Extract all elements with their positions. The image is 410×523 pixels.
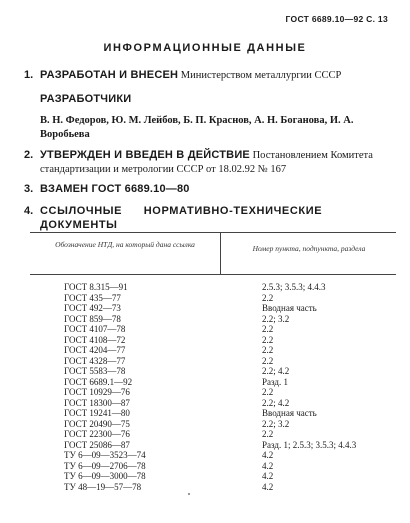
section-heading: ССЫЛОЧНЫЕ НОРМАТИВНО-ТЕХНИЧЕСКИЕ ДОКУМЕНТЫ xyxy=(40,205,323,231)
document-cell: ТУ 48—19—57—78 xyxy=(64,481,142,492)
table-header-rule xyxy=(30,274,396,275)
table-row xyxy=(30,282,396,293)
table-row xyxy=(30,293,396,304)
paragraph-cell: 2.2; 3.2 xyxy=(262,313,290,324)
page-speck xyxy=(188,493,190,495)
document-cell: ГОСТ 4328—77 xyxy=(64,355,126,366)
section-text: Постановлением Комитета стандартизации и метрологии СССР от 18.02.92 № 167 xyxy=(40,150,373,175)
paragraph-cell: Разд. 1; 2.5.3; 3.5.3; 4.4.3 xyxy=(262,439,357,450)
section-number: 3. xyxy=(24,183,34,195)
document-cell: ГОСТ 859—78 xyxy=(64,313,121,324)
paragraph-cell: 2.2 xyxy=(262,292,274,303)
document-cell: ТУ 6—09—3000—78 xyxy=(64,471,146,481)
paragraph-cell: 2.2 xyxy=(262,429,274,439)
paragraph-cell: 4.2 xyxy=(262,481,274,492)
section-2 xyxy=(24,148,396,177)
document-cell: ГОСТ 22300—76 xyxy=(64,429,130,439)
paragraph-cell: 4.2 xyxy=(262,450,274,460)
table-row xyxy=(30,461,396,472)
document-cell: ТУ 6—09—3523—74 xyxy=(64,450,146,460)
paragraph-cell: 4.2 xyxy=(262,471,274,481)
table-row xyxy=(30,366,396,377)
paragraph-cell: 2.2; 3.2 xyxy=(262,418,290,429)
table-row xyxy=(30,471,396,482)
section-heading: РАЗРАБОТАН И ВНЕСЕН xyxy=(40,69,179,81)
paragraph-cell: Разд. 1 xyxy=(262,376,288,387)
paragraph-cell: 2.5.3; 3.5.3; 4.4.3 xyxy=(262,282,326,292)
table-row xyxy=(30,377,396,388)
document-cell: ГОСТ 5583—78 xyxy=(64,366,126,376)
table-row xyxy=(30,314,396,325)
section-number: 4. xyxy=(24,205,34,217)
paragraph-cell: 4.2 xyxy=(262,460,274,471)
section-3 xyxy=(24,182,396,197)
column-header-paragraph: Номер пункта, подпункта, раздела xyxy=(252,244,366,253)
developers-block xyxy=(24,92,396,107)
document-cell: ГОСТ 492—73 xyxy=(64,303,121,313)
document-cell: ГОСТ 8.315—91 xyxy=(64,282,128,292)
document-cell: ГОСТ 4107—78 xyxy=(64,324,126,334)
document-cell: ГОСТ 435—77 xyxy=(64,292,121,303)
table-row xyxy=(30,345,396,356)
document-cell: ГОСТ 18300—87 xyxy=(64,397,130,408)
table-row xyxy=(30,335,396,346)
paragraph-cell: Вводная часть xyxy=(262,408,317,418)
document-cell: ГОСТ 6689.1—92 xyxy=(64,376,133,387)
paragraph-cell: 2.2; 4.2 xyxy=(262,366,290,376)
section-number: 1. xyxy=(24,69,34,81)
document-cell: ГОСТ 10929—76 xyxy=(64,387,130,397)
section-number: 2. xyxy=(24,149,34,161)
section-text: Министерством металлургии СССР xyxy=(178,70,342,81)
table-row xyxy=(30,408,396,419)
column-header-document: Обозначение НТД, на который дана ссылка xyxy=(55,240,195,249)
table-row xyxy=(30,440,396,451)
references-table xyxy=(30,232,396,504)
paragraph-cell: Вводная часть xyxy=(262,303,317,313)
section-heading: УТВЕРЖДЕН И ВВЕДЕН В ДЕЙСТВИЕ xyxy=(40,149,250,161)
table-body xyxy=(30,282,396,492)
table-top-rule xyxy=(30,232,396,233)
table-row xyxy=(30,324,396,335)
developers-list: В. Н. Федоров, Ю. М. Лейбов, Б. П. Краснов, А. Н. Боганова, И. А. Воробьева xyxy=(40,115,354,140)
table-row xyxy=(30,398,396,409)
table-row xyxy=(30,356,396,367)
section-heading: ВЗАМЕН ГОСТ 6689.10—80 xyxy=(40,183,190,195)
section-1 xyxy=(24,68,396,83)
page-title: ИНФОРМАЦИОННЫЕ ДАННЫЕ xyxy=(103,42,307,54)
table-column-divider xyxy=(220,232,221,274)
table-row xyxy=(30,303,396,314)
developers-heading: РАЗРАБОТЧИКИ xyxy=(40,93,132,105)
document-cell: ГОСТ 20490—75 xyxy=(64,418,130,429)
paragraph-cell: 2.2 xyxy=(262,324,274,334)
paragraph-cell: 2.2 xyxy=(262,345,274,355)
table-row xyxy=(30,482,396,493)
paragraph-cell: 2.2; 4.2 xyxy=(262,397,290,408)
paragraph-cell: 2.2 xyxy=(262,355,274,366)
paragraph-cell: 2.2 xyxy=(262,334,274,345)
document-cell: ГОСТ 4108—72 xyxy=(64,334,126,345)
section-4 xyxy=(24,204,396,232)
paragraph-cell: 2.2 xyxy=(262,387,274,397)
table-row xyxy=(30,429,396,440)
document-cell: ГОСТ 4204—77 xyxy=(64,345,126,355)
document-cell: ГОСТ 25086—87 xyxy=(64,439,130,450)
table-row xyxy=(30,419,396,430)
page-header: ГОСТ 6689.10—92 С. 13 xyxy=(285,14,388,24)
table-row xyxy=(30,450,396,461)
table-row xyxy=(30,387,396,398)
document-cell: ГОСТ 19241—80 xyxy=(64,408,130,418)
document-cell: ТУ 6—09—2706—78 xyxy=(64,460,146,471)
